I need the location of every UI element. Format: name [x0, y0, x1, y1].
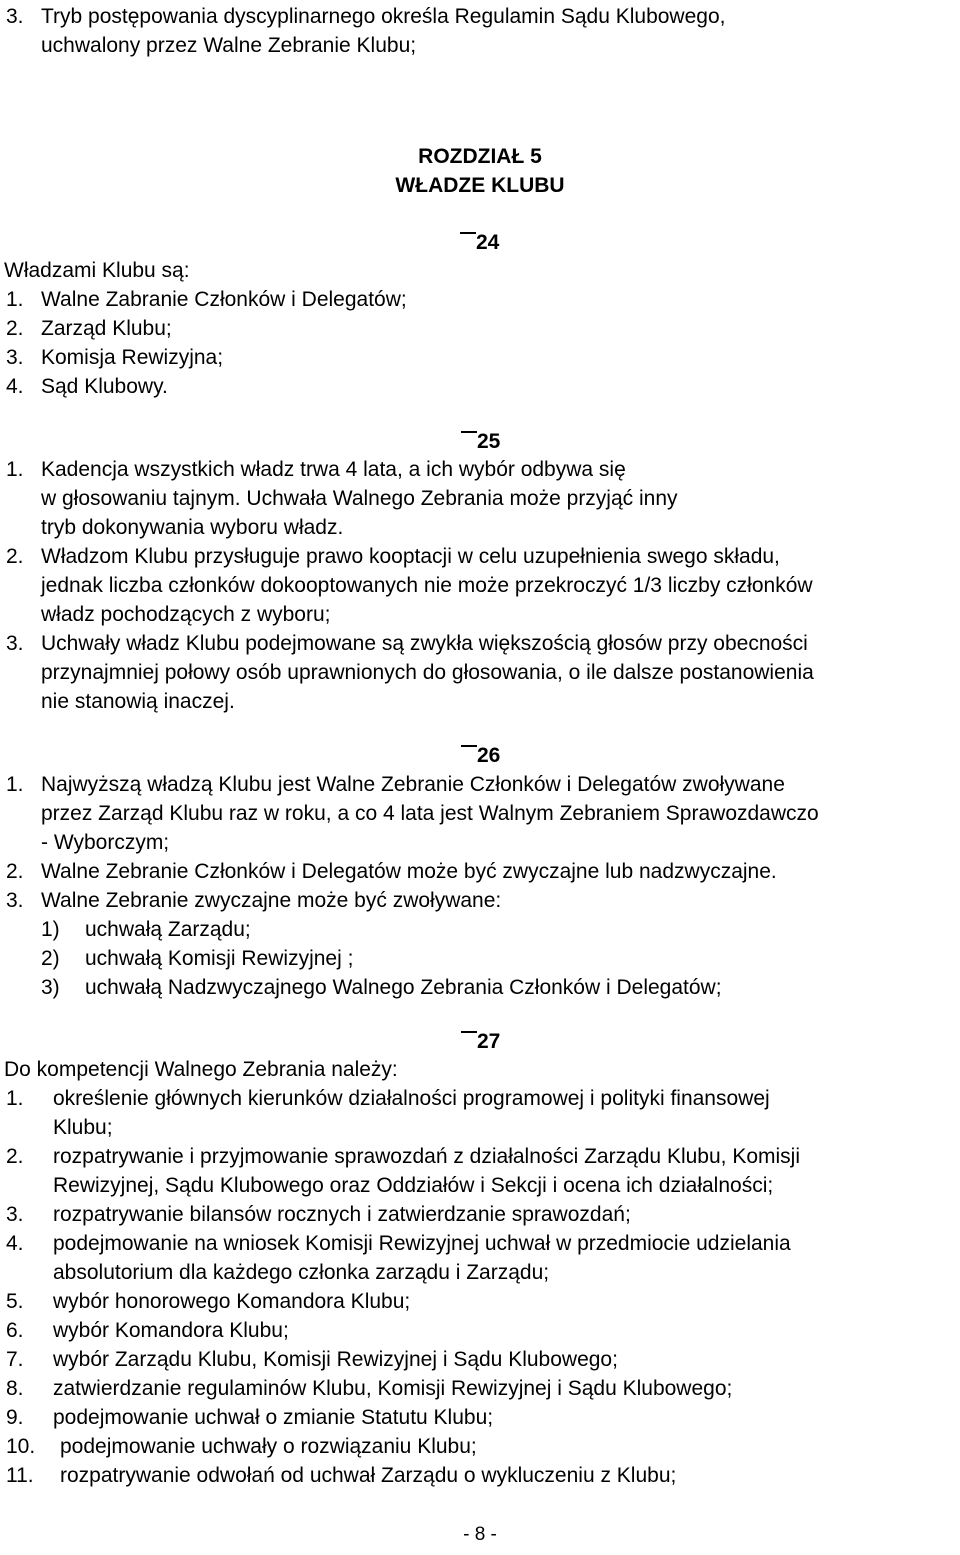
list-item-text: jednak liczba członków dokooptowanych nie może przekroczyć 1/3 liczby członków — [41, 574, 813, 597]
list-number: 3. — [6, 632, 24, 655]
section-sign-icon — [461, 745, 477, 747]
chapter-title: ROZDZIAŁ 5 — [418, 145, 542, 168]
list-item-text: Zarząd Klubu; — [41, 317, 172, 340]
section-sign-icon — [460, 232, 476, 234]
section-sign-icon — [461, 1031, 477, 1033]
list-number: 2. — [6, 317, 24, 340]
list-item-text: Tryb postępowania dyscyplinarnego określa Regulamin Sądu Klubowego, — [41, 5, 726, 28]
list-item-text: Uchwały władz Klubu podejmowane są zwykła większością głosów przy obecności — [41, 632, 808, 655]
list-number: 1. — [6, 1087, 24, 1110]
list-number: 6. — [6, 1319, 24, 1342]
list-number: 4. — [6, 1232, 24, 1255]
list-item-text: rozpatrywanie odwołań od uchwał Zarządu o wykluczeniu z Klubu; — [60, 1464, 677, 1487]
section-number: 24 — [476, 231, 500, 254]
list-number: 4. — [6, 375, 24, 398]
list-item-text: zatwierdzanie regulaminów Klubu, Komisji Rewizyjnej i Sądu Klubowego; — [53, 1377, 733, 1400]
list-item-text: określenie głównych kierunków działalności programowej i polityki finansowej — [53, 1087, 770, 1110]
list-item-text: Rewizyjnej, Sądu Klubowego oraz Oddziałów i Sekcji i ocena ich działalności; — [53, 1174, 774, 1197]
list-item-text: Sąd Klubowy. — [41, 375, 168, 398]
list-number: 1. — [6, 288, 24, 311]
section-intro: Do kompetencji Walnego Zebrania należy: — [4, 1058, 398, 1081]
list-number: 3. — [6, 5, 24, 28]
sublist-number: 3) — [41, 976, 60, 999]
list-item-text: Walne Zabranie Członków i Delegatów; — [41, 288, 407, 311]
section-sign-icon — [461, 431, 477, 433]
sublist-item-text: uchwałą Komisji Rewizyjnej ; — [85, 947, 354, 970]
section-24-heading — [460, 228, 499, 257]
section-number: 26 — [477, 744, 501, 767]
list-item-text: Komisja Rewizyjna; — [41, 346, 224, 369]
section-number: 25 — [477, 430, 501, 453]
list-item-text: w głosowaniu tajnym. Uchwała Walnego Zebrania może przyjąć inny — [41, 487, 678, 510]
section-26-heading — [461, 741, 500, 770]
list-item-text: wybór Komandora Klubu; — [53, 1319, 289, 1342]
list-item-text: Najwyższą władzą Klubu jest Walne Zebranie Członków i Delegatów zwoływane — [41, 773, 785, 796]
list-item-text: przynajmniej połowy osób uprawnionych do głosowania, o ile dalsze postanowienia — [41, 661, 814, 684]
list-number: 1. — [6, 773, 24, 796]
sublist-item-text: uchwałą Nadzwyczajnego Walnego Zebrania Członków i Delegatów; — [85, 976, 722, 999]
sublist-number: 1) — [41, 918, 60, 941]
list-item-text: absolutorium dla każdego członka zarządu i Zarządu; — [53, 1261, 550, 1284]
list-item-text: Władzom Klubu przysługuje prawo kooptacji w celu uzupełnienia swego składu, — [41, 545, 780, 568]
list-item-text: rozpatrywanie i przyjmowanie sprawozdań z działalności Zarządu Klubu, Komisji — [53, 1145, 800, 1168]
list-item-text: Klubu; — [53, 1116, 113, 1139]
list-item-text: podejmowanie uchwały o rozwiązaniu Klubu; — [60, 1435, 477, 1458]
section-27-heading — [461, 1027, 500, 1056]
list-number: 3. — [6, 1203, 24, 1226]
chapter-subtitle: WŁADZE KLUBU — [395, 174, 565, 197]
sublist-number: 2) — [41, 947, 60, 970]
list-item-text: Kadencja wszystkich władz trwa 4 lata, a ich wybór odbywa się — [41, 458, 626, 481]
list-number: 10. — [6, 1435, 36, 1458]
list-number: 2. — [6, 1145, 24, 1168]
list-item-text: - Wyborczym; — [41, 831, 170, 854]
list-item-text: podejmowanie uchwał o zmianie Statutu Klubu; — [53, 1406, 494, 1429]
list-item-text: wybór Zarządu Klubu, Komisji Rewizyjnej i Sądu Klubowego; — [53, 1348, 618, 1371]
section-number: 27 — [477, 1030, 501, 1053]
list-item-text: Walne Zebranie Członków i Delegatów może być zwyczajne lub nadzwyczajne. — [41, 860, 777, 883]
list-number: 2. — [6, 545, 24, 568]
list-item-text: przez Zarząd Klubu raz w roku, a co 4 lata jest Walnym Zebraniem Sprawozdawczo — [41, 802, 819, 825]
page-number: - 8 - — [463, 1524, 497, 1545]
sublist-item-text: uchwałą Zarządu; — [85, 918, 251, 941]
list-item-text: władz pochodzących z wyboru; — [41, 603, 331, 626]
list-item-text: podejmowanie na wniosek Komisji Rewizyjnej uchwał w przedmiocie udzielania — [53, 1232, 791, 1255]
list-number: 5. — [6, 1290, 24, 1313]
list-number: 2. — [6, 860, 24, 883]
list-number: 9. — [6, 1406, 24, 1429]
list-item-text: wybór honorowego Komandora Klubu; — [53, 1290, 411, 1313]
list-number: 8. — [6, 1377, 24, 1400]
list-item-text: Walne Zebranie zwyczajne może być zwoływane: — [41, 889, 502, 912]
list-number: 3. — [6, 889, 24, 912]
list-number: 11. — [6, 1464, 34, 1487]
section-25-heading — [461, 427, 500, 456]
list-item-text: rozpatrywanie bilansów rocznych i zatwierdzanie sprawozdań; — [53, 1203, 631, 1226]
list-number: 3. — [6, 346, 24, 369]
list-item-text: tryb dokonywania wyboru władz. — [41, 516, 344, 539]
list-number: 7. — [6, 1348, 24, 1371]
section-intro: Władzami Klubu są: — [4, 259, 190, 282]
list-item-text: nie stanowią inaczej. — [41, 690, 235, 713]
list-number: 1. — [6, 458, 24, 481]
list-item-text: uchwalony przez Walne Zebranie Klubu; — [41, 34, 417, 57]
